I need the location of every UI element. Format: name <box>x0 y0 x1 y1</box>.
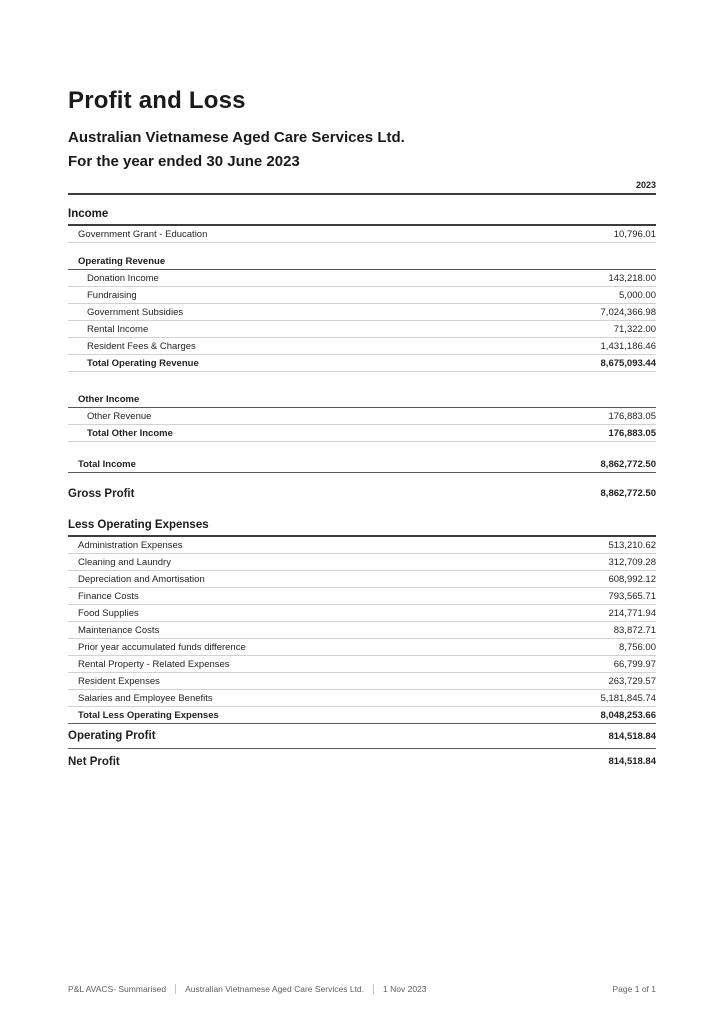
total-row-operating-revenue <box>68 355 656 372</box>
row-value: 814,518.84 <box>608 730 656 742</box>
table-row <box>68 588 656 605</box>
row-value: 5,181,845.74 <box>600 692 656 704</box>
section-header-income: Income <box>68 208 656 226</box>
year-column-header: 2023 <box>635 180 656 190</box>
page-footer <box>68 984 656 994</box>
table-row <box>68 571 656 588</box>
subheader-other-income: Other Income <box>68 392 656 408</box>
row-value: 8,756.00 <box>619 641 656 653</box>
row-label: Depreciation and Amortisation <box>78 573 205 585</box>
row-value: 83,872.71 <box>613 624 656 636</box>
row-value: 71,322.00 <box>613 323 656 335</box>
table-row <box>68 639 656 656</box>
total-row-expenses <box>68 707 656 724</box>
row-value: 8,048,253.66 <box>600 709 656 721</box>
net-profit-row <box>68 749 656 774</box>
footer-page-number: Page 1 of 1 <box>612 984 656 994</box>
table-row <box>68 270 656 287</box>
row-value: 312,709.28 <box>608 556 656 568</box>
table-row <box>68 673 656 690</box>
section-header-expenses: Less Operating Expenses <box>68 519 656 537</box>
table-row <box>68 690 656 707</box>
table-row <box>68 321 656 338</box>
row-value: 8,862,772.50 <box>600 458 656 470</box>
table-row <box>68 622 656 639</box>
row-value: 1,431,186.46 <box>600 340 656 352</box>
row-label: Prior year accumulated funds difference <box>78 641 246 653</box>
row-label: Salaries and Employee Benefits <box>78 692 213 704</box>
row-value: 176,883.05 <box>608 427 656 439</box>
row-label: Total Operating Revenue <box>87 357 199 369</box>
gross-profit-row <box>68 481 656 506</box>
row-label: Total Other Income <box>87 427 173 439</box>
row-value: 143,218.00 <box>608 272 656 284</box>
row-value: 7,024,366.98 <box>600 306 656 318</box>
row-label: Donation Income <box>87 272 159 284</box>
row-label: Resident Fees & Charges <box>87 340 196 352</box>
table-row <box>68 408 656 425</box>
table-row <box>68 287 656 304</box>
table-row <box>68 304 656 321</box>
total-row-other-income <box>68 425 656 442</box>
footer-divider <box>373 984 374 994</box>
row-label: Gross Profit <box>68 487 135 500</box>
row-label: Other Revenue <box>87 410 152 422</box>
row-label: Net Profit <box>68 755 120 768</box>
row-label: Government Subsidies <box>87 306 184 318</box>
footer-company-name: Australian Vietnamese Aged Care Services Ltd. <box>185 984 365 994</box>
row-value: 66,799.97 <box>613 658 656 670</box>
row-label: Resident Expenses <box>78 675 160 687</box>
row-value: 513,210.62 <box>608 539 656 551</box>
row-value: 10,796.01 <box>613 228 656 240</box>
row-value: 176,883.05 <box>608 410 656 422</box>
table-row <box>68 226 656 243</box>
table-row <box>68 605 656 622</box>
column-header-row <box>68 180 656 195</box>
table-row <box>68 338 656 355</box>
row-label: Total Income <box>78 458 136 470</box>
footer-divider <box>175 984 176 994</box>
row-label: Government Grant - Education <box>78 228 208 240</box>
table-row <box>68 554 656 571</box>
row-label: Rental Property - Related Expenses <box>78 658 230 670</box>
row-label: Total Less Operating Expenses <box>78 709 219 721</box>
row-value: 814,518.84 <box>608 756 656 767</box>
row-label: Rental Income <box>87 323 149 335</box>
row-label: Maintenance Costs <box>78 624 160 636</box>
total-row-income <box>68 456 656 473</box>
row-value: 8,862,772.50 <box>600 488 656 499</box>
row-value: 214,771.94 <box>608 607 656 619</box>
subheader-operating-revenue: Operating Revenue <box>68 254 656 270</box>
row-label: Fundraising <box>87 289 137 301</box>
row-label: Finance Costs <box>78 590 139 602</box>
company-name: Australian Vietnamese Aged Care Services Ltd. <box>68 129 405 146</box>
row-label: Food Supplies <box>78 607 139 619</box>
row-value: 793,565.71 <box>608 590 656 602</box>
page-title: Profit and Loss <box>68 87 246 114</box>
row-label: Operating Profit <box>68 730 156 742</box>
footer-date: 1 Nov 2023 <box>383 984 427 994</box>
operating-profit-row <box>68 724 656 749</box>
report-content <box>68 0 656 774</box>
row-value: 5,000.00 <box>619 289 656 301</box>
row-value: 8,675,093.44 <box>600 357 656 369</box>
footer-left-group <box>68 984 427 994</box>
row-label: Administration Expenses <box>78 539 183 551</box>
row-value: 263,729.57 <box>608 675 656 687</box>
footer-report-name: P&L AVACS- Summarised <box>68 984 167 994</box>
table-row <box>68 656 656 673</box>
report-period: For the year ended 30 June 2023 <box>68 153 300 170</box>
row-value: 608,992.12 <box>608 573 656 585</box>
row-label: Cleaning and Laundry <box>78 556 171 568</box>
table-row <box>68 537 656 554</box>
